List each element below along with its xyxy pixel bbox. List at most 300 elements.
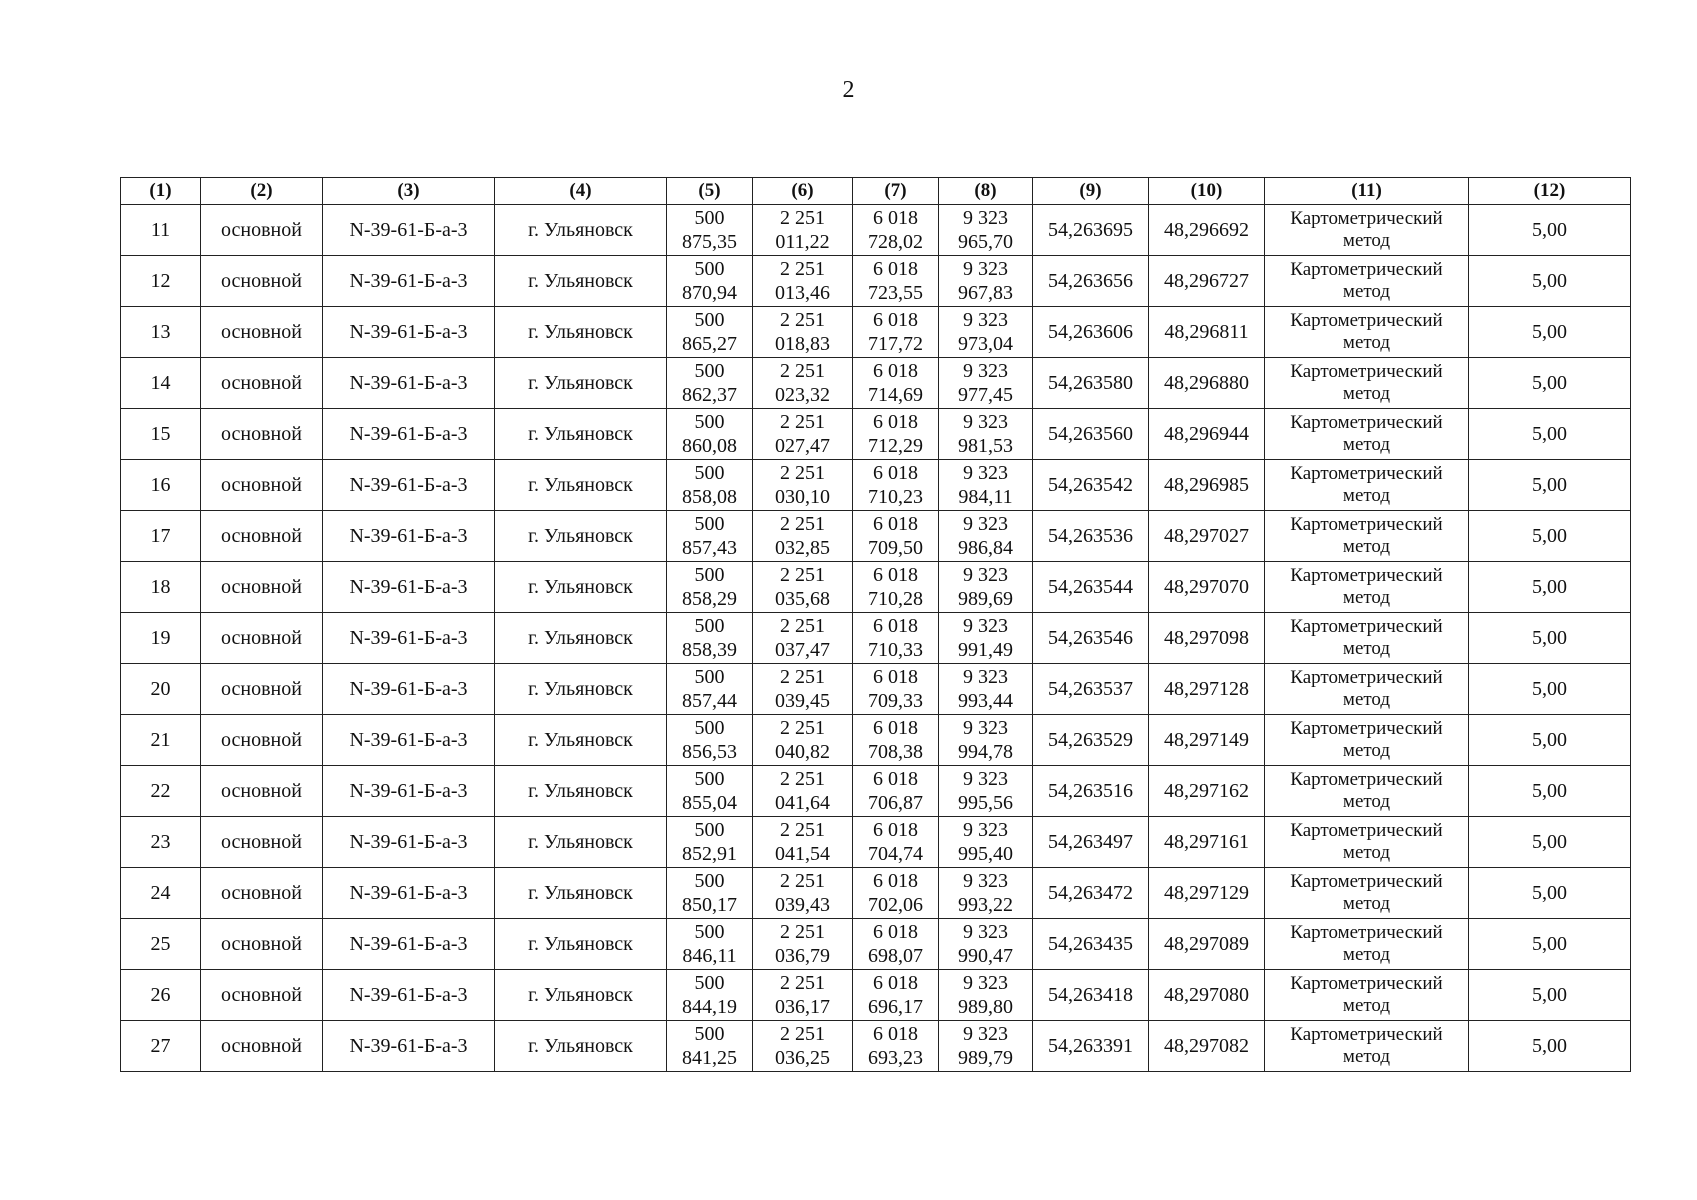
coord-5-line: 500	[694, 870, 725, 892]
cell-method	[1265, 205, 1469, 256]
coord-6-line: 2 251	[780, 309, 825, 331]
coord-7-line: 6 018	[873, 819, 918, 841]
coord-6-line: 011,22	[775, 231, 830, 253]
coord-5-line: 855,04	[682, 792, 737, 814]
coord-6-line: 040,82	[775, 741, 830, 763]
cell-method	[1265, 307, 1469, 358]
coord-8-line: 9 323	[963, 309, 1008, 331]
coord-6-line: 2 251	[780, 921, 825, 943]
cell-coord-5	[667, 307, 753, 358]
table-row	[121, 1021, 1631, 1072]
cell-coord-5	[667, 511, 753, 562]
coord-5-line: 500	[694, 921, 725, 943]
cell-locality: г. Ульяновск	[495, 460, 667, 511]
coord-5-line: 500	[694, 309, 725, 331]
cell-locality: г. Ульяновск	[495, 970, 667, 1021]
method-line: метод	[1342, 434, 1391, 455]
cell-coord-8	[939, 409, 1033, 460]
coord-8-line: 9 323	[963, 258, 1008, 280]
cell-accuracy: 5,00	[1469, 970, 1631, 1021]
coord-7-line: 723,55	[868, 282, 923, 304]
coord-7-line: 710,23	[868, 486, 923, 508]
cell-coord-7	[853, 919, 939, 970]
cell-coord-6	[753, 358, 853, 409]
method-line: метод	[1342, 1046, 1391, 1067]
coord-5-line: 844,19	[682, 996, 737, 1018]
cell-latitude: 54,263695	[1033, 205, 1149, 256]
method-line: Картометрический	[1290, 208, 1443, 229]
coord-6-line: 023,32	[775, 384, 830, 406]
coord-7-line: 6 018	[873, 309, 918, 331]
cell-coord-7	[853, 205, 939, 256]
column-header: (9)	[1033, 178, 1149, 205]
cell-longitude: 48,296811	[1149, 307, 1265, 358]
table-row	[121, 868, 1631, 919]
cell-longitude: 48,297089	[1149, 919, 1265, 970]
coord-8-line: 977,45	[958, 384, 1013, 406]
coord-8-line: 9 323	[963, 870, 1008, 892]
cell-longitude: 48,296727	[1149, 256, 1265, 307]
coord-7-line: 6 018	[873, 921, 918, 943]
coord-7-line: 6 018	[873, 972, 918, 994]
cell-map-sheet: N-39-61-Б-а-3	[323, 358, 495, 409]
cell-coord-6	[753, 715, 853, 766]
cell-map-sheet: N-39-61-Б-а-3	[323, 970, 495, 1021]
cell-map-sheet: N-39-61-Б-а-3	[323, 307, 495, 358]
method-line: Картометрический	[1290, 820, 1443, 841]
cell-accuracy: 5,00	[1469, 511, 1631, 562]
coord-7-line: 6 018	[873, 258, 918, 280]
method-line: Картометрический	[1290, 412, 1443, 433]
cell-coord-6	[753, 562, 853, 613]
cell-latitude: 54,263472	[1033, 868, 1149, 919]
method-line: Картометрический	[1290, 259, 1443, 280]
cell-point-type: основной	[201, 511, 323, 562]
cell-locality: г. Ульяновск	[495, 511, 667, 562]
cell-method	[1265, 358, 1469, 409]
cell-point-number: 11	[121, 205, 201, 256]
cell-method	[1265, 715, 1469, 766]
method-line: Картометрический	[1290, 514, 1443, 535]
method-line: метод	[1342, 791, 1391, 812]
cell-coord-7	[853, 1021, 939, 1072]
cell-point-type: основной	[201, 409, 323, 460]
cell-map-sheet: N-39-61-Б-а-3	[323, 919, 495, 970]
cell-map-sheet: N-39-61-Б-а-3	[323, 511, 495, 562]
coord-7-line: 6 018	[873, 207, 918, 229]
cell-accuracy: 5,00	[1469, 358, 1631, 409]
cell-coord-8	[939, 205, 1033, 256]
coord-7-line: 710,33	[868, 639, 923, 661]
coord-7-line: 6 018	[873, 360, 918, 382]
cell-coord-7	[853, 613, 939, 664]
cell-point-number: 18	[121, 562, 201, 613]
cell-point-type: основной	[201, 970, 323, 1021]
coord-6-line: 018,83	[775, 333, 830, 355]
cell-coord-6	[753, 817, 853, 868]
coord-8-line: 9 323	[963, 615, 1008, 637]
cell-longitude: 48,297162	[1149, 766, 1265, 817]
coord-6-line: 036,17	[775, 996, 830, 1018]
cell-coord-5	[667, 868, 753, 919]
cell-point-type: основной	[201, 562, 323, 613]
cell-coord-8	[939, 766, 1033, 817]
cell-coord-5	[667, 256, 753, 307]
cell-accuracy: 5,00	[1469, 256, 1631, 307]
cell-latitude: 54,263606	[1033, 307, 1149, 358]
method-line: Картометрический	[1290, 310, 1443, 331]
coord-8-line: 989,80	[958, 996, 1013, 1018]
coord-6-line: 030,10	[775, 486, 830, 508]
method-line: Картометрический	[1290, 565, 1443, 586]
cell-point-number: 20	[121, 664, 201, 715]
coord-8-line: 9 323	[963, 819, 1008, 841]
coord-6-line: 037,47	[775, 639, 830, 661]
cell-point-number: 16	[121, 460, 201, 511]
cell-point-number: 21	[121, 715, 201, 766]
cell-accuracy: 5,00	[1469, 562, 1631, 613]
cell-accuracy: 5,00	[1469, 409, 1631, 460]
table-row	[121, 409, 1631, 460]
cell-point-type: основной	[201, 205, 323, 256]
cell-coord-6	[753, 511, 853, 562]
coord-5-line: 500	[694, 258, 725, 280]
coord-8-line: 9 323	[963, 768, 1008, 790]
cell-accuracy: 5,00	[1469, 919, 1631, 970]
cell-locality: г. Ульяновск	[495, 256, 667, 307]
cell-coord-6	[753, 868, 853, 919]
table-row	[121, 511, 1631, 562]
cell-point-type: основной	[201, 868, 323, 919]
cell-accuracy: 5,00	[1469, 460, 1631, 511]
coord-8-line: 9 323	[963, 717, 1008, 739]
cell-coord-8	[939, 460, 1033, 511]
cell-accuracy: 5,00	[1469, 613, 1631, 664]
cell-latitude: 54,263580	[1033, 358, 1149, 409]
method-line: метод	[1342, 281, 1391, 302]
cell-accuracy: 5,00	[1469, 715, 1631, 766]
coord-8-line: 9 323	[963, 513, 1008, 535]
table-row	[121, 613, 1631, 664]
table-row	[121, 205, 1631, 256]
cell-point-type: основной	[201, 460, 323, 511]
cell-latitude: 54,263546	[1033, 613, 1149, 664]
cell-point-type: основной	[201, 817, 323, 868]
coord-7-line: 717,72	[868, 333, 923, 355]
cell-coord-7	[853, 409, 939, 460]
method-line: Картометрический	[1290, 667, 1443, 688]
method-line: Картометрический	[1290, 871, 1443, 892]
method-line: Картометрический	[1290, 922, 1443, 943]
method-line: метод	[1342, 842, 1391, 863]
table-body	[121, 205, 1631, 1072]
cell-point-number: 26	[121, 970, 201, 1021]
coord-6-line: 027,47	[775, 435, 830, 457]
cell-coord-5	[667, 919, 753, 970]
cell-accuracy: 5,00	[1469, 307, 1631, 358]
cell-latitude: 54,263435	[1033, 919, 1149, 970]
cell-point-type: основной	[201, 256, 323, 307]
method-line: Картометрический	[1290, 718, 1443, 739]
cell-coord-6	[753, 970, 853, 1021]
cell-point-number: 24	[121, 868, 201, 919]
coord-6-line: 2 251	[780, 717, 825, 739]
cell-method	[1265, 664, 1469, 715]
cell-latitude: 54,263536	[1033, 511, 1149, 562]
method-line: метод	[1342, 485, 1391, 506]
cell-point-type: основной	[201, 766, 323, 817]
cell-longitude: 48,297027	[1149, 511, 1265, 562]
cell-locality: г. Ульяновск	[495, 205, 667, 256]
cell-longitude: 48,297129	[1149, 868, 1265, 919]
cell-latitude: 54,263418	[1033, 970, 1149, 1021]
cell-method	[1265, 613, 1469, 664]
coord-6-line: 2 251	[780, 564, 825, 586]
coord-8-line: 994,78	[958, 741, 1013, 763]
cell-map-sheet: N-39-61-Б-а-3	[323, 868, 495, 919]
method-line: метод	[1342, 689, 1391, 710]
coord-7-line: 6 018	[873, 1023, 918, 1045]
coord-5-line: 865,27	[682, 333, 737, 355]
cell-longitude: 48,296880	[1149, 358, 1265, 409]
cell-locality: г. Ульяновск	[495, 562, 667, 613]
method-line: Картометрический	[1290, 1024, 1443, 1045]
coord-5-line: 500	[694, 1023, 725, 1045]
coord-8-line: 9 323	[963, 207, 1008, 229]
coord-8-line: 990,47	[958, 945, 1013, 967]
cell-map-sheet: N-39-61-Б-а-3	[323, 715, 495, 766]
cell-coord-5	[667, 460, 753, 511]
coord-7-line: 712,29	[868, 435, 923, 457]
cell-point-type: основной	[201, 715, 323, 766]
cell-map-sheet: N-39-61-Б-а-3	[323, 817, 495, 868]
coord-8-line: 9 323	[963, 360, 1008, 382]
cell-method	[1265, 868, 1469, 919]
column-header: (12)	[1469, 178, 1631, 205]
cell-coord-8	[939, 562, 1033, 613]
coord-6-line: 2 251	[780, 258, 825, 280]
cell-locality: г. Ульяновск	[495, 307, 667, 358]
method-line: Картометрический	[1290, 616, 1443, 637]
cell-latitude: 54,263391	[1033, 1021, 1149, 1072]
cell-method	[1265, 817, 1469, 868]
cell-coord-7	[853, 766, 939, 817]
coord-7-line: 706,87	[868, 792, 923, 814]
cell-coord-7	[853, 256, 939, 307]
cell-locality: г. Ульяновск	[495, 715, 667, 766]
coord-6-line: 035,68	[775, 588, 830, 610]
cell-point-number: 14	[121, 358, 201, 409]
cell-coord-7	[853, 817, 939, 868]
cell-coord-6	[753, 664, 853, 715]
cell-longitude: 48,296985	[1149, 460, 1265, 511]
cell-accuracy: 5,00	[1469, 868, 1631, 919]
cell-coord-8	[939, 511, 1033, 562]
coord-8-line: 981,53	[958, 435, 1013, 457]
cell-coord-5	[667, 409, 753, 460]
table-row	[121, 460, 1631, 511]
coord-7-line: 6 018	[873, 615, 918, 637]
column-header: (8)	[939, 178, 1033, 205]
coord-5-line: 500	[694, 615, 725, 637]
cell-point-number: 23	[121, 817, 201, 868]
cell-point-number: 17	[121, 511, 201, 562]
table-row	[121, 715, 1631, 766]
cell-coord-7	[853, 715, 939, 766]
coord-5-line: 500	[694, 819, 725, 841]
coord-5-line: 500	[694, 564, 725, 586]
coord-5-line: 500	[694, 462, 725, 484]
coord-6-line: 2 251	[780, 513, 825, 535]
coord-8-line: 9 323	[963, 666, 1008, 688]
coord-6-line: 036,25	[775, 1047, 830, 1069]
coord-5-line: 858,39	[682, 639, 737, 661]
cell-point-number: 22	[121, 766, 201, 817]
coord-8-line: 984,11	[958, 486, 1013, 508]
cell-coord-8	[939, 613, 1033, 664]
method-line: метод	[1342, 944, 1391, 965]
coord-6-line: 036,79	[775, 945, 830, 967]
coord-6-line: 032,85	[775, 537, 830, 559]
table-row	[121, 256, 1631, 307]
coord-8-line: 965,70	[958, 231, 1013, 253]
cell-latitude: 54,263542	[1033, 460, 1149, 511]
coord-7-line: 709,50	[868, 537, 923, 559]
method-line: метод	[1342, 587, 1391, 608]
cell-coord-6	[753, 409, 853, 460]
coord-5-line: 500	[694, 717, 725, 739]
coord-8-line: 993,22	[958, 894, 1013, 916]
cell-accuracy: 5,00	[1469, 817, 1631, 868]
cell-coord-6	[753, 613, 853, 664]
cell-longitude: 48,297080	[1149, 970, 1265, 1021]
cell-coord-7	[853, 358, 939, 409]
cell-coord-7	[853, 664, 939, 715]
cell-locality: г. Ульяновск	[495, 919, 667, 970]
coord-8-line: 9 323	[963, 564, 1008, 586]
cell-locality: г. Ульяновск	[495, 766, 667, 817]
coord-6-line: 2 251	[780, 666, 825, 688]
cell-latitude: 54,263497	[1033, 817, 1149, 868]
cell-latitude: 54,263516	[1033, 766, 1149, 817]
cell-map-sheet: N-39-61-Б-а-3	[323, 664, 495, 715]
table-header-row	[121, 178, 1631, 205]
cell-longitude: 48,297161	[1149, 817, 1265, 868]
cell-map-sheet: N-39-61-Б-а-3	[323, 613, 495, 664]
cell-method	[1265, 970, 1469, 1021]
coord-5-line: 875,35	[682, 231, 737, 253]
column-header: (11)	[1265, 178, 1469, 205]
cell-coord-8	[939, 358, 1033, 409]
cell-point-number: 15	[121, 409, 201, 460]
table-row	[121, 664, 1631, 715]
cell-coord-5	[667, 817, 753, 868]
cell-latitude: 54,263537	[1033, 664, 1149, 715]
coord-5-line: 500	[694, 972, 725, 994]
coord-5-line: 500	[694, 411, 725, 433]
coord-5-line: 500	[694, 666, 725, 688]
cell-longitude: 48,297149	[1149, 715, 1265, 766]
cell-locality: г. Ульяновск	[495, 817, 667, 868]
coord-8-line: 989,69	[958, 588, 1013, 610]
cell-point-number: 25	[121, 919, 201, 970]
coord-7-line: 6 018	[873, 768, 918, 790]
cell-coord-7	[853, 970, 939, 1021]
cell-longitude: 48,297128	[1149, 664, 1265, 715]
cell-latitude: 54,263656	[1033, 256, 1149, 307]
cell-coord-6	[753, 307, 853, 358]
column-header: (10)	[1149, 178, 1265, 205]
coord-7-line: 708,38	[868, 741, 923, 763]
column-header: (6)	[753, 178, 853, 205]
coord-6-line: 2 251	[780, 768, 825, 790]
table-row	[121, 970, 1631, 1021]
method-line: метод	[1342, 740, 1391, 761]
method-line: метод	[1342, 893, 1391, 914]
cell-point-number: 13	[121, 307, 201, 358]
cell-coord-8	[939, 664, 1033, 715]
cell-longitude: 48,297082	[1149, 1021, 1265, 1072]
coord-7-line: 6 018	[873, 666, 918, 688]
column-header: (1)	[121, 178, 201, 205]
cell-coord-5	[667, 766, 753, 817]
method-line: метод	[1342, 536, 1391, 557]
cell-point-number: 27	[121, 1021, 201, 1072]
cell-coord-8	[939, 307, 1033, 358]
cell-longitude: 48,296692	[1149, 205, 1265, 256]
coord-5-line: 500	[694, 768, 725, 790]
coord-5-line: 858,08	[682, 486, 737, 508]
coord-6-line: 2 251	[780, 615, 825, 637]
cell-latitude: 54,263544	[1033, 562, 1149, 613]
cell-accuracy: 5,00	[1469, 205, 1631, 256]
coord-5-line: 500	[694, 360, 725, 382]
cell-point-type: основной	[201, 919, 323, 970]
cell-method	[1265, 562, 1469, 613]
table-row	[121, 766, 1631, 817]
cell-coord-7	[853, 307, 939, 358]
cell-point-type: основной	[201, 307, 323, 358]
method-line: метод	[1342, 383, 1391, 404]
cell-longitude: 48,296944	[1149, 409, 1265, 460]
method-line: Картометрический	[1290, 769, 1443, 790]
coord-5-line: 852,91	[682, 843, 737, 865]
cell-method	[1265, 511, 1469, 562]
cell-map-sheet: N-39-61-Б-а-3	[323, 1021, 495, 1072]
cell-map-sheet: N-39-61-Б-а-3	[323, 256, 495, 307]
coord-6-line: 2 251	[780, 462, 825, 484]
table-row	[121, 562, 1631, 613]
cell-point-type: основной	[201, 613, 323, 664]
coord-5-line: 862,37	[682, 384, 737, 406]
cell-accuracy: 5,00	[1469, 664, 1631, 715]
method-line: Картометрический	[1290, 361, 1443, 382]
cell-coord-5	[667, 205, 753, 256]
coord-6-line: 2 251	[780, 819, 825, 841]
cell-coord-5	[667, 664, 753, 715]
cell-coord-5	[667, 562, 753, 613]
cell-coord-7	[853, 460, 939, 511]
coord-6-line: 2 251	[780, 411, 825, 433]
cell-coord-8	[939, 919, 1033, 970]
coord-7-line: 714,69	[868, 384, 923, 406]
coord-8-line: 9 323	[963, 462, 1008, 484]
cell-map-sheet: N-39-61-Б-а-3	[323, 562, 495, 613]
coord-7-line: 728,02	[868, 231, 923, 253]
cell-point-type: основной	[201, 358, 323, 409]
cell-coord-8	[939, 970, 1033, 1021]
cell-latitude: 54,263560	[1033, 409, 1149, 460]
